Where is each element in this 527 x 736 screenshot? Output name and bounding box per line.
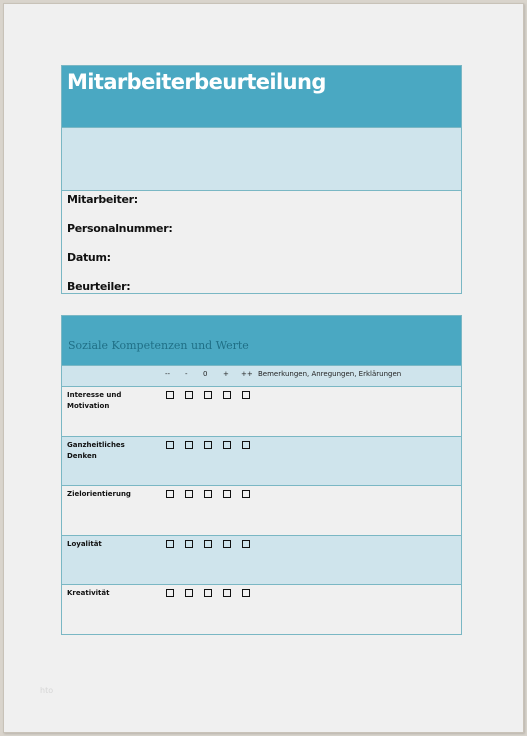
field-employee[interactable]: Mitarbeiter: <box>67 193 138 206</box>
rating-checkbox[interactable] <box>166 391 174 399</box>
watermark: hto <box>40 686 54 695</box>
rating-checkbox[interactable] <box>204 441 212 449</box>
document-title: Mitarbeiterbeurteilung <box>67 70 326 94</box>
info-fields <box>62 191 461 309</box>
criterion-label: Interesse und Motivation <box>67 391 122 410</box>
rating-checkbox[interactable] <box>204 540 212 548</box>
criterion-label: Ganzheitliches Denken <box>67 440 125 460</box>
rating-checkbox[interactable] <box>223 391 231 399</box>
rating-checkbox[interactable] <box>185 589 193 597</box>
criterion-row <box>62 486 461 536</box>
rating-checkbox[interactable] <box>204 490 212 498</box>
rating-checkbox[interactable] <box>242 441 250 449</box>
rating-checkbox[interactable] <box>204 391 212 399</box>
scale-neutral: 0 <box>203 370 208 378</box>
criterion-label: Zielorientierung <box>67 490 131 498</box>
rating-checkbox[interactable] <box>242 540 250 548</box>
field-personnel-number[interactable]: Personalnummer: <box>67 222 173 235</box>
rating-checkbox[interactable] <box>223 589 231 597</box>
scale-very-negative: -- <box>165 370 171 378</box>
criterion-row <box>62 387 461 437</box>
rating-checkbox[interactable] <box>166 441 174 449</box>
rating-checkbox[interactable] <box>185 490 193 498</box>
rating-checkbox[interactable] <box>242 490 250 498</box>
criterion-label: Kreativität <box>67 589 110 597</box>
rating-checkbox[interactable] <box>185 540 193 548</box>
rating-checkbox[interactable] <box>166 540 174 548</box>
criterion-label: Loyalität <box>67 539 102 548</box>
rating-checkbox[interactable] <box>185 441 193 449</box>
rating-checkbox[interactable] <box>166 490 174 498</box>
title-bar <box>62 66 461 128</box>
criterion-row <box>62 585 461 635</box>
field-assessor[interactable]: Beurteiler: <box>67 280 131 293</box>
criterion-row <box>62 536 461 586</box>
section-title-bar <box>62 316 461 366</box>
rating-checkbox[interactable] <box>223 490 231 498</box>
competences-table <box>61 315 462 635</box>
remarks-header: Bemerkungen, Anregungen, Erklärungen <box>258 370 402 378</box>
employee-header-block <box>61 65 462 294</box>
rating-checkbox[interactable] <box>204 589 212 597</box>
rating-checkbox[interactable] <box>242 391 250 399</box>
scale-positive: + <box>223 370 229 378</box>
section-title: Soziale Kompetenzen und Werte <box>68 339 249 352</box>
scale-header-row <box>62 366 461 387</box>
header-band <box>62 128 461 191</box>
field-date[interactable]: Datum: <box>67 251 111 264</box>
rating-checkbox[interactable] <box>223 441 231 449</box>
scale-very-positive: ++ <box>241 370 253 378</box>
rating-checkbox[interactable] <box>185 391 193 399</box>
rating-checkbox[interactable] <box>242 589 250 597</box>
document-page <box>3 3 524 733</box>
rating-checkbox[interactable] <box>223 540 231 548</box>
scale-negative: - <box>185 370 188 378</box>
rating-checkbox[interactable] <box>166 589 174 597</box>
criterion-row <box>62 437 461 487</box>
